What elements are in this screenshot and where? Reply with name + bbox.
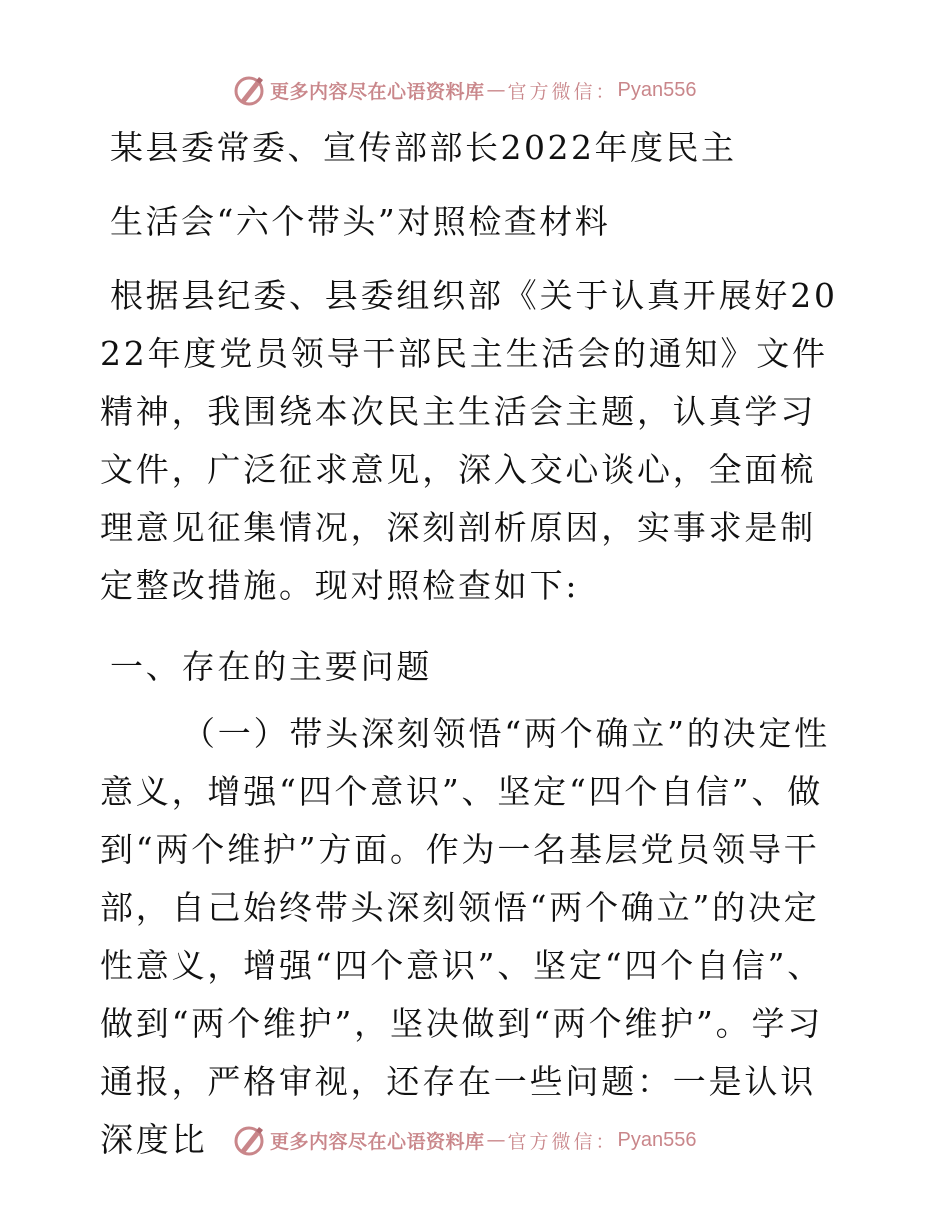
document-title-line-1: 某县委常委、宣传部部长2022年度民主 bbox=[110, 128, 737, 167]
footer-watermark bbox=[232, 1120, 697, 1160]
watermark-label: 官方微信： bbox=[507, 80, 618, 103]
header-watermark bbox=[232, 70, 697, 110]
document-title-line-2: 生活会“六个带头”对照检查材料 bbox=[110, 202, 611, 241]
pen-logo-icon bbox=[232, 1123, 266, 1157]
watermark-brand: 更多内容尽在心语资料库 bbox=[270, 1130, 485, 1153]
watermark-wechat-id: Pyan556 bbox=[617, 78, 697, 101]
watermark-wechat-id: Pyan556 bbox=[617, 1128, 697, 1151]
section-paragraph: （一）带头深刻领悟“两个确立”的决定性意义，增强“四个意识”、坚定“四个自信”、做到“两个维护”方面。作为一名基层党员领导干部，自己始终带头深刻领悟“两个确立”的决定性意义，增强“四个意识”、坚定“四个自信”、做到“两个维护”，坚决做到“两个维护”。学习通报，严格审视，还存在一些问题：一是认识深度比 bbox=[100, 714, 830, 1159]
watermark-brand: 更多内容尽在心语资料库 bbox=[270, 80, 485, 103]
section-heading: 一、存在的主要问题 bbox=[110, 647, 433, 686]
intro-paragraph: 根据县纪委、县委组织部《关于认真开展好2022年度党员领导干部民主生活会的通知》文件精神，我围绕本次民主生活会主题，认真学习文件，广泛征求意见，深入交心谈心，全面梳理意见征集情况，深刻剖析原因，实事求是制定整改措施。现对照检查如下: bbox=[100, 276, 838, 605]
watermark-separator: — bbox=[486, 1129, 506, 1151]
watermark-separator: — bbox=[486, 79, 506, 101]
pen-logo-icon bbox=[232, 73, 266, 107]
watermark-label: 官方微信： bbox=[507, 1130, 618, 1153]
